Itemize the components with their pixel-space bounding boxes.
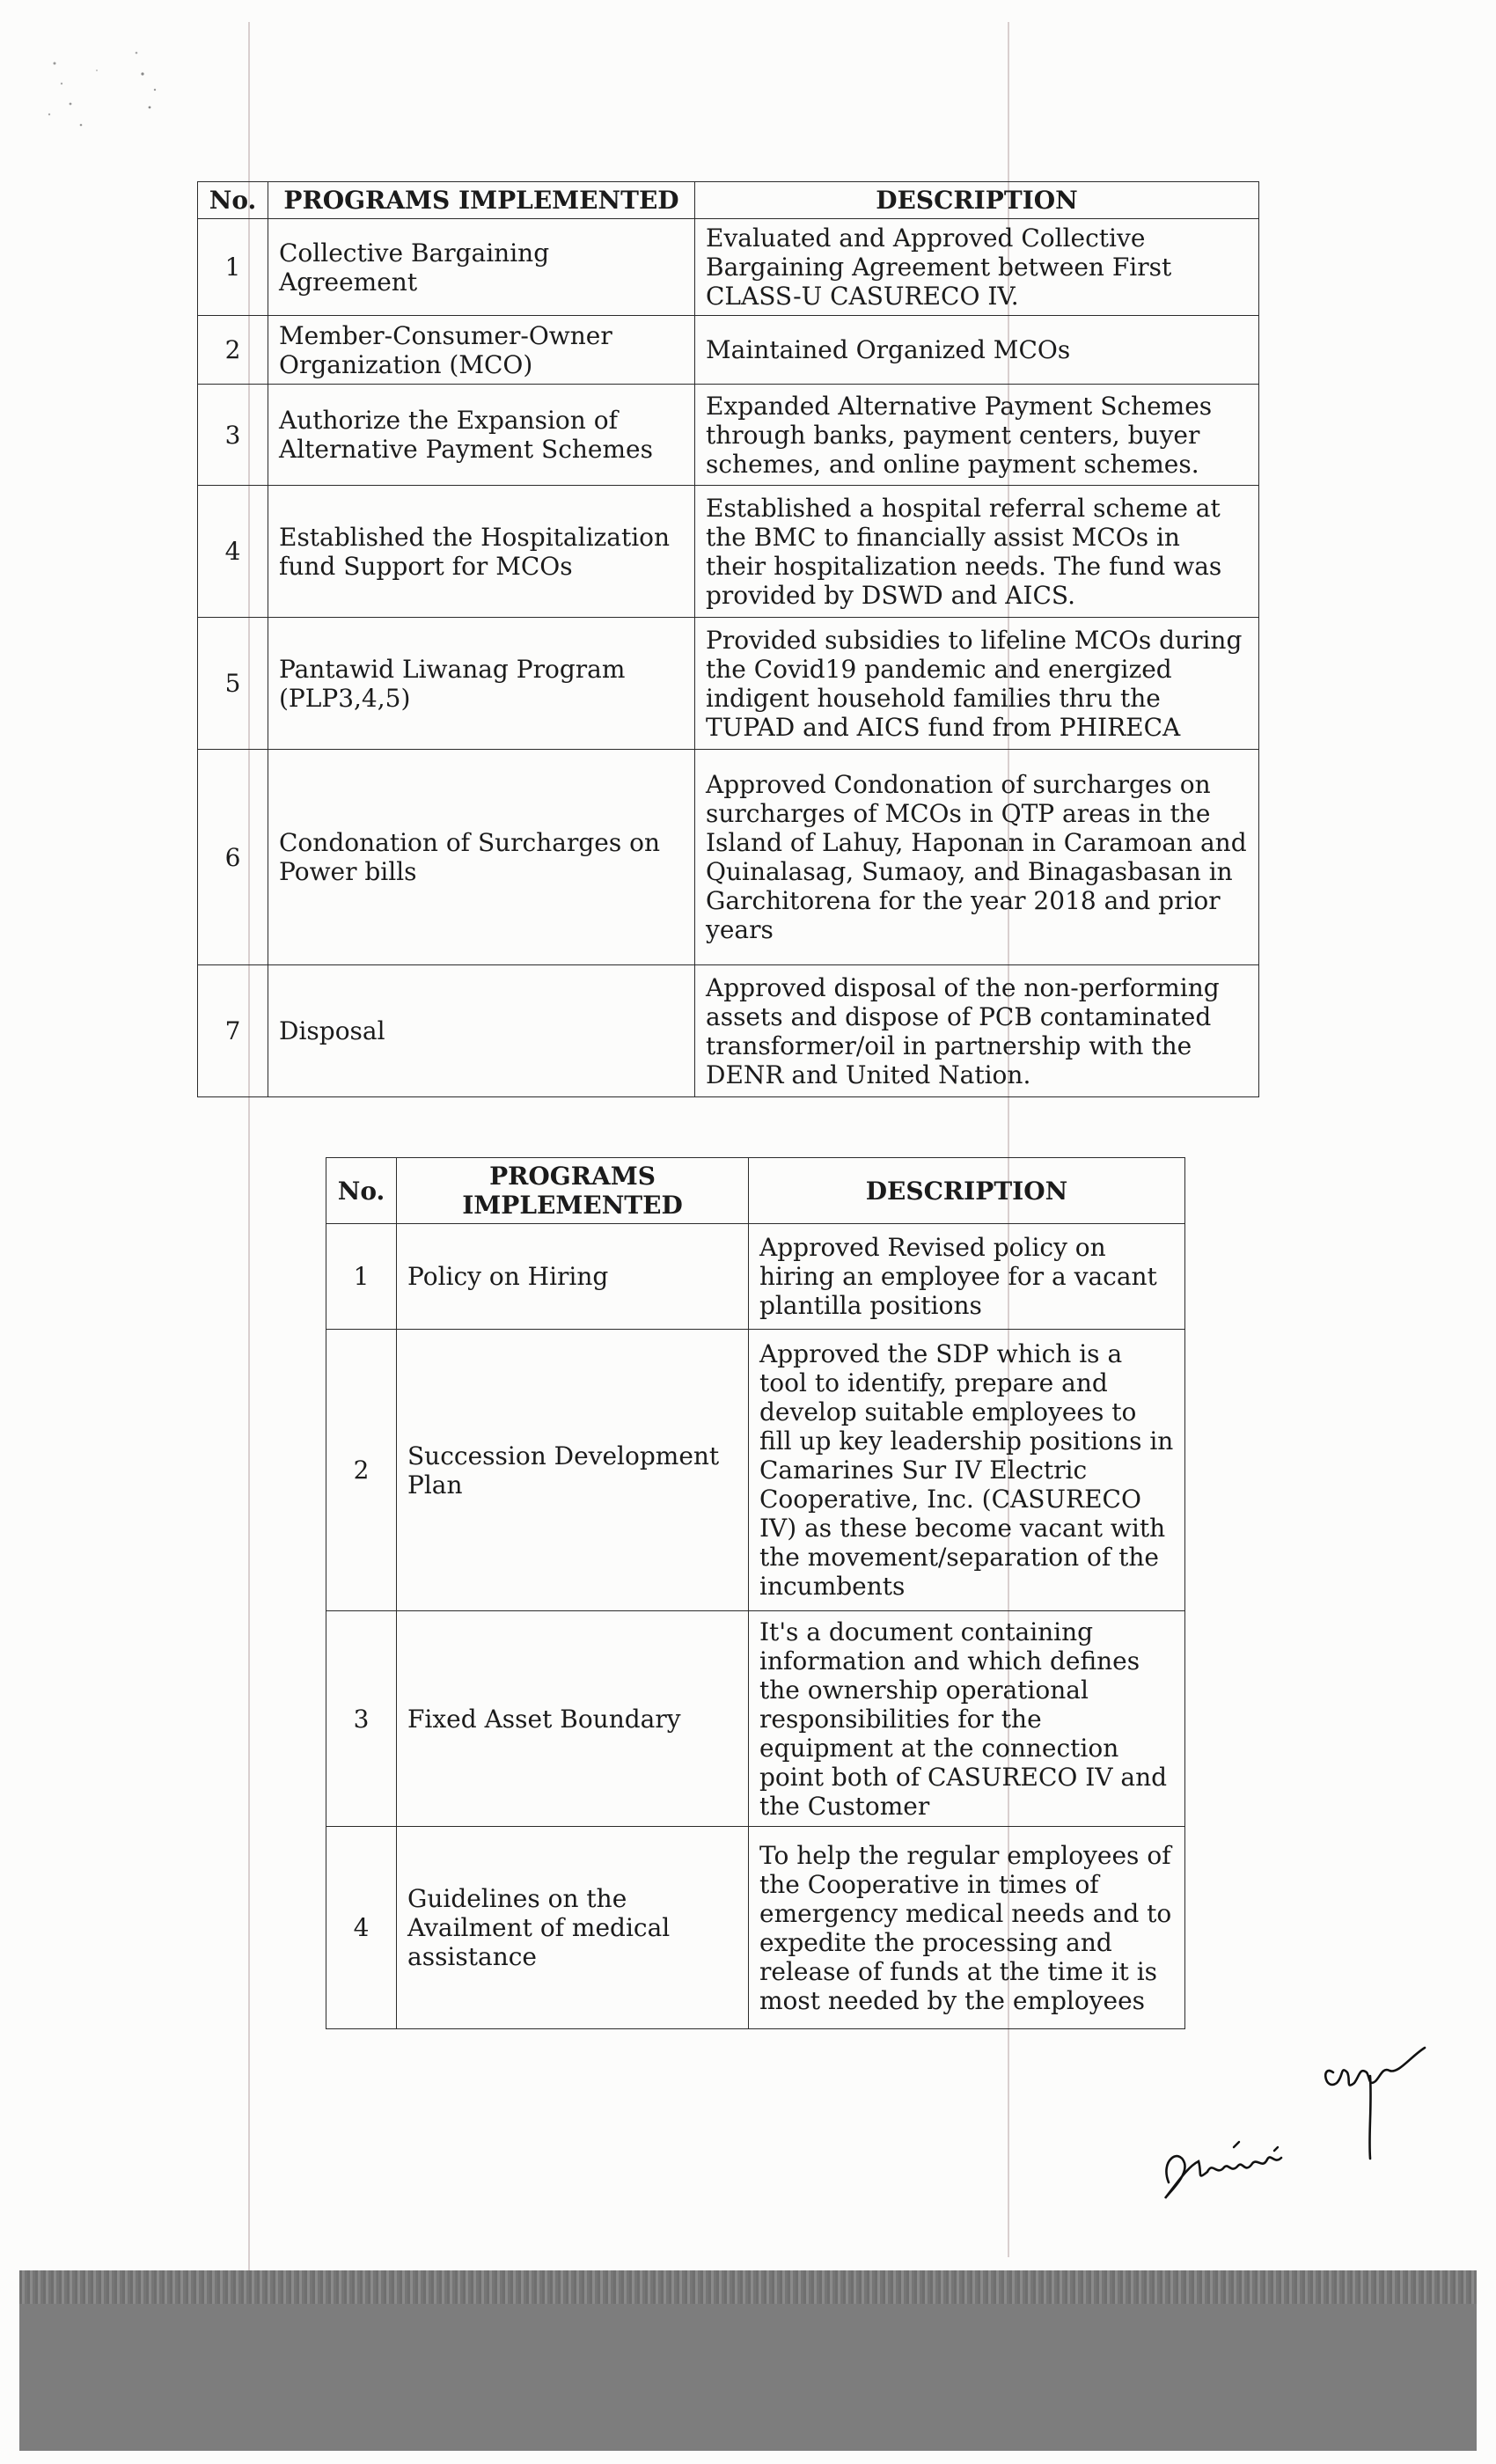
row-number: 2 [198, 316, 268, 385]
program-name: Member-Consumer-Owner Organization (MCO) [268, 316, 695, 385]
table-header-row [326, 1158, 1185, 1224]
program-name: Disposal [268, 965, 695, 1097]
scan-specks [44, 44, 167, 141]
program-name: Condonation of Surcharges on Power bills [268, 750, 695, 965]
table-row [326, 1611, 1185, 1827]
table-row [198, 750, 1259, 965]
header-description: DESCRIPTION [695, 182, 1259, 219]
row-number: 1 [198, 219, 268, 316]
program-description: It's a document containing information and which defines the ownership operational responsibilities for the equipment at the connection point both of CASURECO IV and the Customer [749, 1611, 1185, 1827]
table-row [198, 219, 1259, 316]
row-number: 5 [198, 618, 268, 750]
table-row [198, 618, 1259, 750]
program-name: Collective Bargaining Agreement [268, 219, 695, 316]
program-description: To help the regular employees of the Cooperative in times of emergency medical needs and to expedite the processing and release of funds at the time it is most needed by the employees [749, 1827, 1185, 2029]
row-number: 3 [326, 1611, 397, 1827]
header-programs: PROGRAMS IMPLEMENTED [268, 182, 695, 219]
programs-table-1 [197, 181, 1259, 1097]
program-description: Expanded Alternative Payment Schemes through banks, payment centers, buyer schemes, and online payment schemes. [695, 385, 1259, 486]
row-number: 1 [326, 1224, 397, 1330]
row-number: 6 [198, 750, 268, 965]
header-programs: PROGRAMS IMPLEMENTED [397, 1158, 749, 1224]
header-description: DESCRIPTION [749, 1158, 1185, 1224]
programs-table-2 [326, 1157, 1185, 2029]
program-name: Fixed Asset Boundary [397, 1611, 749, 1827]
program-description: Approved Revised policy on hiring an employee for a vacant plantilla positions [749, 1224, 1185, 1330]
program-description: Approved disposal of the non-performing assets and dispose of PCB contaminated transformer/oil in partnership with the DENR and United Nation. [695, 965, 1259, 1097]
program-description: Maintained Organized MCOs [695, 316, 1259, 385]
program-description: Provided subsidies to lifeline MCOs during the Covid19 pandemic and energized indigent household families thru the TUPAD and AICS fund from PHIRECA [695, 618, 1259, 750]
row-number: 4 [198, 486, 268, 618]
signature-1 [1153, 2121, 1302, 2204]
program-description: Approved the SDP which is a tool to identify, prepare and develop suitable employees to fill up key leadership positions in Camarines Sur IV Electric Cooperative, Inc. (CASURECO IV) as these become vacant with the movement/separation of the incumbents [749, 1330, 1185, 1611]
header-no: No. [198, 182, 268, 219]
table-row [326, 1330, 1185, 1611]
row-number: 2 [326, 1330, 397, 1611]
program-name: Pantawid Liwanag Program (PLP3,4,5) [268, 618, 695, 750]
program-name: Guidelines on the Availment of medical assistance [397, 1827, 749, 2029]
table-row [198, 486, 1259, 618]
table-header-row [198, 182, 1259, 219]
row-number: 4 [326, 1827, 397, 2029]
table-row [198, 965, 1259, 1097]
table-row [326, 1224, 1185, 1330]
program-description: Evaluated and Approved Collective Bargaining Agreement between First CLASS-U CASURECO IV. [695, 219, 1259, 316]
row-number: 7 [198, 965, 268, 1097]
table-row [198, 316, 1259, 385]
table-row [198, 385, 1259, 486]
scan-bottom-band [19, 2270, 1477, 2451]
table-row [326, 1827, 1185, 2029]
header-no: No. [326, 1158, 397, 1224]
program-name: Succession Development Plan [397, 1330, 749, 1611]
signature-2 [1316, 2037, 1439, 2169]
program-description: Approved Condonation of surcharges on surcharges of MCOs in QTP areas in the Island of Lahuy, Haponan in Caramoan and Quinalasag, Sumaoy, and Binagasbasan in Garchitorena for the year 2018 and prior years [695, 750, 1259, 965]
program-name: Policy on Hiring [397, 1224, 749, 1330]
program-name: Authorize the Expansion of Alternative Payment Schemes [268, 385, 695, 486]
program-description: Established a hospital referral scheme at the BMC to financially assist MCOs in their hospitalization needs. The fund was provided by DSWD and AICS. [695, 486, 1259, 618]
program-name: Established the Hospitalization fund Support for MCOs [268, 486, 695, 618]
row-number: 3 [198, 385, 268, 486]
